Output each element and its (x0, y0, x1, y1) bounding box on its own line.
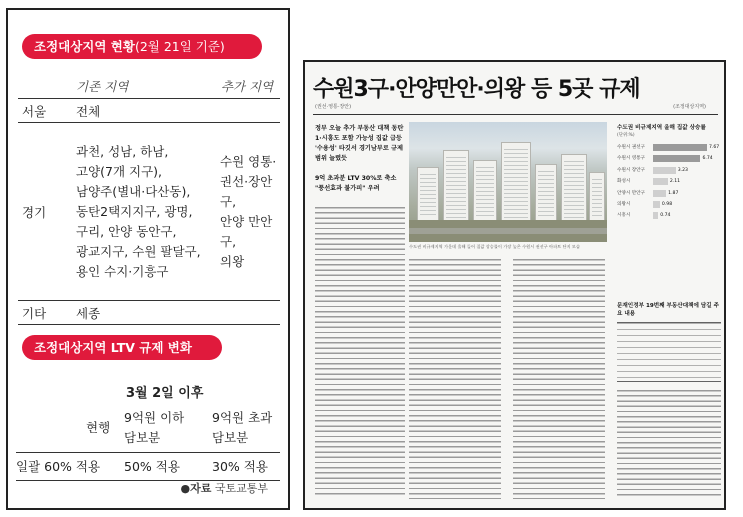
bar-label: 화성시 (617, 179, 631, 185)
tier-line: 9억원 초과 (212, 410, 273, 425)
building-shape (535, 164, 557, 222)
tier-line: 담보분 (212, 430, 249, 445)
bar-value-label: 2.11 (669, 179, 681, 185)
article-subhead-2: 9억 초과분 LTV 30%로 축소 "풍선효과 불가피" 우려 (315, 175, 397, 192)
sidebar-bar-chart (617, 142, 721, 222)
bar-value-label: 7.67 (709, 145, 720, 150)
bar-row (617, 199, 721, 210)
bar-label: 수원시 권선구 (617, 145, 646, 150)
sidebar-chart-unit: (단위:%) (617, 133, 635, 138)
existing-line: 과천, 성남, 하남, (76, 143, 169, 159)
bar (653, 190, 666, 197)
source-name: 국토교통부 (214, 482, 268, 495)
building-shape (589, 172, 605, 222)
tier-over-9 (212, 408, 282, 448)
article-body-column (315, 207, 405, 495)
added-line: 의왕 (220, 253, 245, 269)
source-label: ●자료 (180, 482, 212, 495)
region-table (18, 75, 280, 325)
photo-road (409, 228, 607, 234)
section-title-text: 조정대상지역 현황 (34, 39, 135, 54)
bar-value-label: 6.74 (702, 156, 713, 162)
ltv-rate-row (16, 456, 280, 478)
rate-over-9: 30% 적용 (212, 459, 268, 474)
building-shape (561, 154, 587, 222)
bar-value-label: 3.23 (677, 167, 688, 173)
headline-kicker-right: (조정대상지역) (673, 104, 706, 110)
section-title-date: (2월 21일 기준) (134, 39, 225, 54)
regulation-info-panel (6, 8, 290, 510)
sidebar-table-title: 문재인정부 19번째 부동산대책에 담길 주요 내용 (617, 303, 720, 317)
after-date-label: 3월 2일 이후 (126, 386, 204, 401)
existing-line: 동탄2택지지구, 광명, (76, 203, 193, 219)
bar-label: 시흥시 (617, 213, 631, 219)
tier-line: 담보분 (124, 430, 161, 445)
tier-under-9 (124, 408, 204, 448)
flat-rate: 일괄 60% 적용 (16, 459, 101, 474)
building-shape (443, 150, 469, 222)
bar-label: 수원시 영통구 (617, 156, 646, 162)
apartment-photo (409, 122, 607, 242)
existing-line: 구리, 안양 동안구, (76, 223, 177, 239)
existing-line: 남양주(별내·다산동), (76, 183, 191, 199)
rate-under-9: 50% 적용 (124, 459, 180, 474)
section-title-ltv: 조정대상지역 LTV 규제 변화 (22, 335, 222, 360)
article-headline: 수원3구·안양만안·의왕 등 5곳 규제 (313, 77, 640, 102)
current-label: 현행 (86, 420, 111, 435)
region-name: 기타 (22, 305, 47, 321)
bar (653, 155, 700, 162)
section-title-current-status (22, 34, 262, 59)
bar (653, 178, 668, 185)
region-name: 서울 (22, 103, 47, 119)
bar-label: 안양시 만안구 (617, 190, 646, 196)
bar (653, 201, 660, 208)
bar (653, 144, 707, 151)
existing-regions: 세종 (76, 305, 101, 321)
existing-line: 고양(7개 지구), (76, 163, 163, 179)
table-row (18, 301, 280, 325)
photo-caption: 수도권 비규제지역 가운데 올해 들어 집값 상승률이 가장 높은 수원시 권선구 아파트 단지 모습 (409, 244, 581, 249)
article-subhead: 정부 오늘 추가 부동산 대책 동탄1·시흥도 포함 가능성 집값 급등 '수용성' 타깃서 경기남부로 규제범위 늘렸듯 (315, 125, 404, 162)
existing-regions: 전체 (76, 103, 101, 119)
source-credit (181, 480, 269, 496)
building-shape (473, 160, 497, 222)
added-line: 안양 만안구, (220, 213, 273, 249)
sidebar-table (617, 322, 721, 382)
col-added: 추가 지역 (220, 79, 274, 94)
bar-row (617, 210, 721, 221)
added-line: 권선·장안구, (220, 173, 273, 209)
ltv-tier-row (16, 408, 280, 448)
divider (16, 452, 280, 453)
sidebar-body-column (617, 390, 721, 498)
col-existing: 기존 지역 (76, 79, 129, 94)
bar (653, 212, 658, 219)
added-regions (214, 152, 280, 272)
added-line: 수원 영통· (220, 153, 277, 169)
bar-row (617, 142, 721, 153)
bar-row (617, 188, 721, 199)
bar-row (617, 153, 721, 164)
existing-regions (70, 139, 214, 285)
bar-value-label: 0.98 (661, 201, 673, 207)
divider (313, 114, 718, 115)
bar-row (617, 176, 721, 187)
headline-kicker-left: (권선·영통·장안) (315, 104, 352, 110)
bar-row (617, 165, 721, 176)
bar (653, 167, 676, 174)
article-body-column (409, 259, 501, 499)
region-table-header (18, 75, 280, 99)
newspaper-clipping (303, 60, 726, 510)
bar-label: 수원시 장안구 (617, 167, 646, 173)
building-shape (501, 142, 531, 222)
table-row (18, 99, 280, 123)
ltv-table (16, 378, 280, 474)
table-row (18, 123, 280, 301)
existing-line: 용인 수지·기흥구 (76, 263, 169, 279)
tier-line: 9억원 이하 (124, 410, 185, 425)
sidebar-chart-title: 수도권 비규제지역 올해 집값 상승률 (617, 125, 706, 131)
region-name: 경기 (22, 204, 47, 220)
building-shape (417, 167, 439, 222)
article-body-column (513, 259, 605, 499)
bar-value-label: 0.74 (660, 213, 671, 219)
bar-label: 의왕시 (617, 201, 631, 207)
bar-value-label: 1.87 (668, 190, 679, 196)
existing-line: 광교지구, 수원 팔달구, (76, 243, 201, 259)
